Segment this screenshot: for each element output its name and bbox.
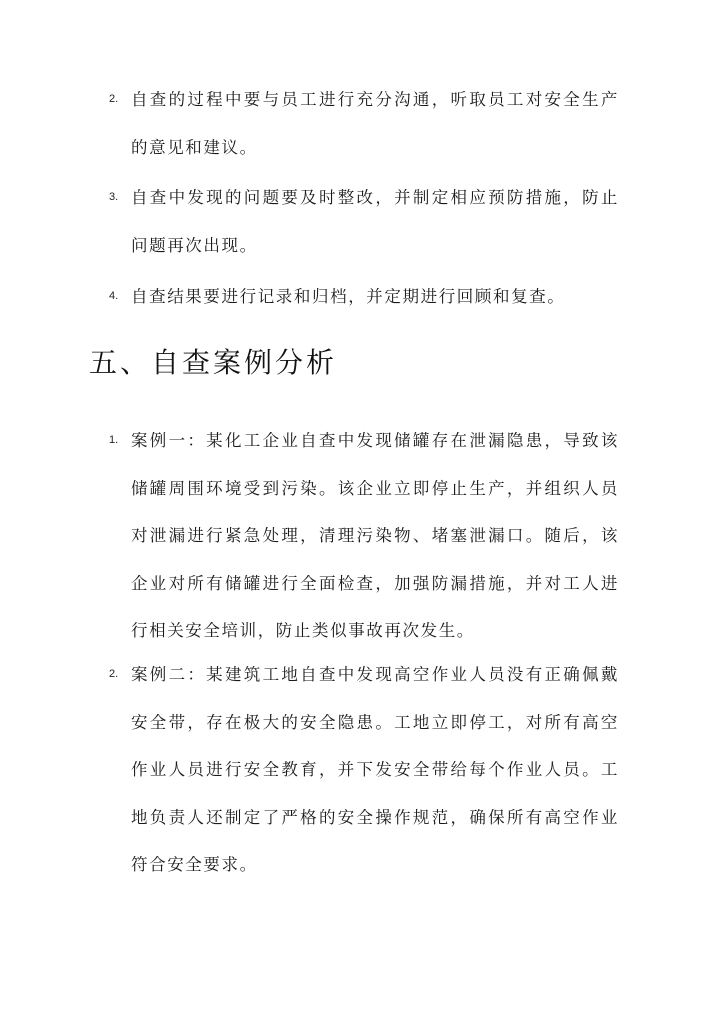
list-number: 3. [109,191,119,203]
list-text: 案例二：某建筑工地自查中发现高空作业人员没有正确佩戴安全带，存在极大的安全隐患。工地立即停工，对所有高空作业人员进行安全教育，并下发安全带给每个作业人员。工地负责人还制定了严格的安全操作规范，确保所有高空作业符合安全要求。 [131,665,619,874]
list-number: 2. [109,668,119,680]
list-item [109,651,619,889]
list-text: 自查的过程中要与员工进行充分沟通，听取员工对安全生产的意见和建议。 [131,90,619,157]
list-text: 案例一：某化工企业自查中发现储罐存在泄漏隐患，导致该储罐周围环境受到污染。该企业立即停止生产，并组织人员对泄漏进行紧急处理，清理污染物、堵塞泄漏口。随后，该企业对所有储罐进行全面检查，加强防漏措施，并对工人进行相关安全培训，防止类似事故再次发生。 [131,431,619,640]
list-item [109,76,619,171]
list-number: 1. [109,434,119,446]
list-text: 自查结果要进行记录和归档，并定期进行回顾和复查。 [131,287,566,306]
list-item [109,174,619,269]
list-text: 自查中发现的问题要及时整改，并制定相应预防措施，防止问题再次出现。 [131,188,619,255]
list-number: 2. [109,93,119,105]
list-number: 4. [109,290,119,302]
list-item [109,273,619,321]
list-item [109,417,619,655]
section-heading: 五、自查案例分析 [89,346,338,379]
